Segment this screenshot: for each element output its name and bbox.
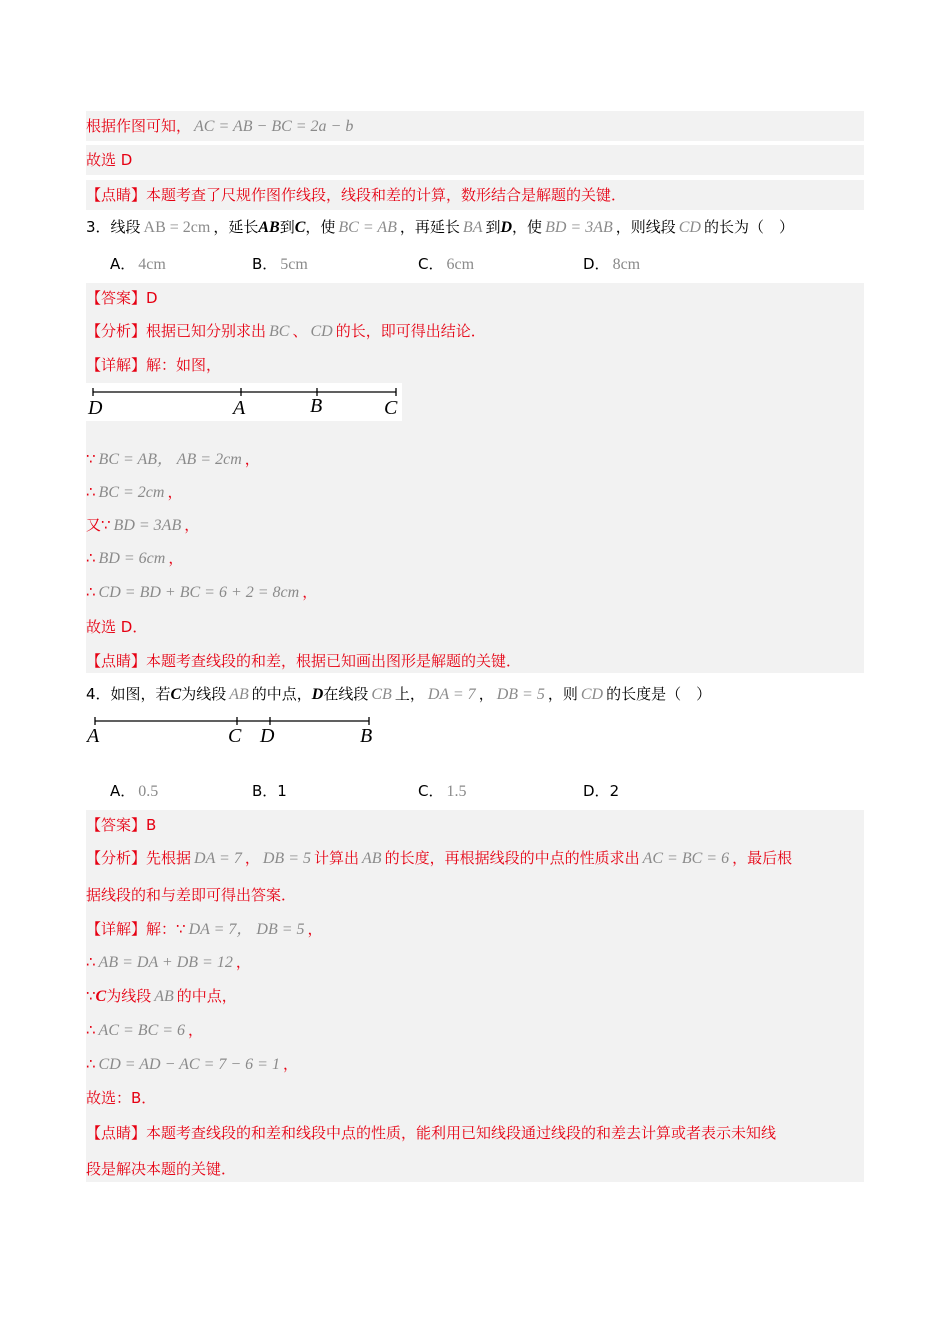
option-a	[110, 249, 169, 280]
segment-figure-q3	[86, 383, 402, 421]
stem-text: ，则线段	[615, 218, 676, 236]
stem-text: 为线段	[181, 685, 227, 703]
solution-text: 根据作图可知，	[86, 117, 192, 135]
step-tail: ，	[282, 1055, 298, 1073]
analysis-text: 的长，即可得出结论．	[335, 322, 486, 340]
analysis-line-cont: 据线段的和与差即可得出答案．	[86, 886, 297, 904]
math-expression: AB = 2cm	[143, 219, 211, 236]
analysis-text: 计算出	[314, 849, 360, 867]
step-line	[86, 477, 182, 507]
math-expression: CD = BD + BC = 6 + 2 = 8cm	[98, 584, 300, 601]
option-label: B．	[252, 782, 278, 800]
note-line: 【点睛】本题考查线段的和差和线段中点的性质，能利用已知线段通过线段的和差去计算或者表示未知线	[86, 1124, 777, 1142]
point-label-d: D	[260, 725, 275, 747]
step-symbol: ∵	[176, 920, 186, 938]
option-value: 5cm	[280, 256, 308, 273]
math-expression: AB	[154, 988, 174, 1005]
question-3-stem	[86, 212, 794, 242]
bold-symbol: C	[294, 219, 306, 236]
option-label: A．	[110, 255, 136, 273]
math-expression: AC = AB − BC = 2a − b	[194, 118, 354, 135]
step-symbol: ∴	[86, 953, 96, 971]
step-tail: ，	[302, 583, 318, 601]
stem-text: 3．线段	[86, 218, 141, 236]
analysis-line	[86, 843, 792, 873]
step-tail: ，	[184, 516, 200, 534]
answer-line: 【答案】B	[86, 816, 157, 834]
math-expression: AB = DA + DB = 12	[98, 954, 233, 971]
step-tail: ，	[188, 1021, 204, 1039]
analysis-text: 的长度，再根据线段的中点的性质求出	[384, 849, 640, 867]
math-expression: CD	[310, 323, 333, 340]
detail-line: 【详解】解：如图，	[86, 356, 222, 374]
math-expression: BC = 2cm	[98, 484, 165, 501]
option-c	[418, 249, 477, 280]
stem-text: ，使	[512, 218, 543, 236]
analysis-text: ，最后根	[732, 849, 793, 867]
math-expression: DB = 5	[262, 850, 311, 867]
stem-text: 4．如图，若	[86, 685, 171, 703]
step-line	[86, 510, 199, 540]
option-label: D．	[583, 782, 610, 800]
option-d	[583, 776, 619, 806]
stem-text: 的中点，	[251, 685, 312, 703]
step-line	[86, 947, 251, 977]
step-symbol: ∴	[86, 549, 96, 567]
step-symbol: ∵	[86, 450, 96, 468]
note-line: 【点睛】本题考查了尺规作图作线段，线段和差的计算，数形结合是解题的关键．	[86, 180, 864, 210]
option-value: 6cm	[446, 256, 475, 273]
option-c	[418, 776, 469, 807]
step-symbol: ∴	[86, 583, 96, 601]
option-label: B．	[252, 255, 278, 273]
math-expression: AC = BC = 6	[98, 1022, 186, 1039]
detail-line	[86, 914, 323, 944]
segment-figure-q4	[86, 712, 382, 748]
option-b	[252, 776, 287, 806]
math-expression: BA	[462, 219, 483, 236]
step-line	[86, 543, 183, 573]
step-tail: ，	[244, 450, 260, 468]
step-line	[86, 1049, 298, 1079]
option-value: 2	[609, 782, 620, 800]
math-expression: AB	[362, 850, 382, 867]
bold-symbol: D	[311, 686, 324, 703]
option-label: C．	[418, 782, 444, 800]
step-tail: ，	[168, 549, 184, 567]
analysis-line	[86, 316, 486, 346]
math-expression: CD = AD − AC = 7 − 6 = 1	[98, 1056, 280, 1073]
bold-symbol: D	[500, 219, 513, 236]
stem-text: 上，	[394, 685, 425, 703]
question-4-stem	[86, 679, 711, 709]
math-expression: BC = AB	[338, 219, 397, 236]
note-line: 【点睛】本题考查线段的和差，根据已知画出图形是解题的关键．	[86, 652, 522, 670]
bold-symbol: AB	[258, 219, 280, 236]
step-symbol: ∴	[86, 1021, 96, 1039]
step-line	[86, 1015, 203, 1045]
option-value: 1.5	[446, 783, 467, 800]
math-expression: DA = 7， DB = 5	[188, 921, 305, 938]
math-expression: AC = BC = 6	[642, 850, 730, 867]
step-symbol: 又∵	[86, 516, 111, 534]
stem-text: 的长为（ ）	[703, 218, 794, 236]
option-label: D．	[583, 255, 610, 273]
option-value: 8cm	[612, 256, 641, 273]
math-expression: BC = AB， AB = 2cm	[98, 451, 242, 468]
math-expression: BD = 6cm	[98, 550, 166, 567]
point-label-a: A	[233, 397, 246, 419]
choice-line: 故选 D	[86, 145, 864, 175]
point-label-d: D	[88, 397, 103, 419]
math-expression: CB	[371, 686, 392, 703]
analysis-text: 【分析】先根据	[86, 849, 192, 867]
step-line	[86, 577, 317, 607]
math-expression: CD	[580, 686, 604, 703]
math-expression: DA = 7	[427, 686, 476, 703]
detail-text: 【详解】解：	[86, 920, 177, 938]
math-expression: CD	[678, 219, 701, 236]
option-value: 4cm	[138, 256, 166, 273]
step-symbol: ∵	[86, 987, 96, 1005]
option-d	[583, 249, 643, 280]
stem-text: ，再延长	[399, 218, 460, 236]
analysis-text: 【分析】根据已知分别求出	[86, 322, 267, 340]
option-value: 1	[277, 782, 287, 800]
step-line	[86, 444, 260, 474]
step-tail: 的中点，	[176, 987, 237, 1005]
stem-text: ，延长	[213, 218, 259, 236]
step-tail: ，	[167, 483, 183, 501]
point-label-c: C	[228, 725, 242, 747]
math-expression: DB = 5	[496, 686, 545, 703]
solution-line	[86, 111, 864, 141]
choice-line: 故选：B．	[86, 1089, 157, 1107]
option-label: A．	[110, 782, 136, 800]
step-symbol: ∴	[86, 483, 96, 501]
point-label-b: B	[360, 725, 373, 747]
answer-line: 【答案】D	[86, 289, 158, 307]
stem-text: 在线段	[323, 685, 369, 703]
stem-text: ，使	[305, 218, 336, 236]
step-symbol: ∴	[86, 1055, 96, 1073]
analysis-text: ，	[244, 849, 260, 867]
analysis-text: 、	[292, 322, 308, 340]
math-expression: BD = 3AB	[113, 517, 182, 534]
option-label: C．	[418, 255, 444, 273]
bold-symbol: C	[170, 686, 182, 703]
option-value: 0.5	[138, 783, 159, 800]
option-a	[110, 776, 161, 807]
step-text: 为线段	[106, 987, 152, 1005]
step-tail: ，	[307, 920, 323, 938]
point-label-b: B	[310, 395, 323, 417]
bold-symbol: C	[95, 988, 107, 1005]
stem-text: ，则	[547, 685, 578, 703]
point-label-c: C	[384, 397, 398, 419]
note-line-cont: 段是解决本题的关键．	[86, 1160, 237, 1178]
math-expression: BC	[269, 323, 290, 340]
step-line	[86, 981, 237, 1011]
stem-text: ，	[478, 685, 494, 703]
math-expression: DA = 7	[194, 850, 242, 867]
stem-text: 到	[485, 218, 501, 236]
option-b	[252, 249, 311, 280]
stem-text: 到	[279, 218, 295, 236]
point-label-a: A	[87, 725, 100, 747]
math-expression: BD = 3AB	[545, 219, 613, 236]
stem-text: 的长度是（ ）	[606, 685, 712, 703]
step-tail: ，	[235, 953, 251, 971]
math-expression: AB	[229, 686, 249, 703]
choice-line: 故选 D．	[86, 618, 148, 636]
